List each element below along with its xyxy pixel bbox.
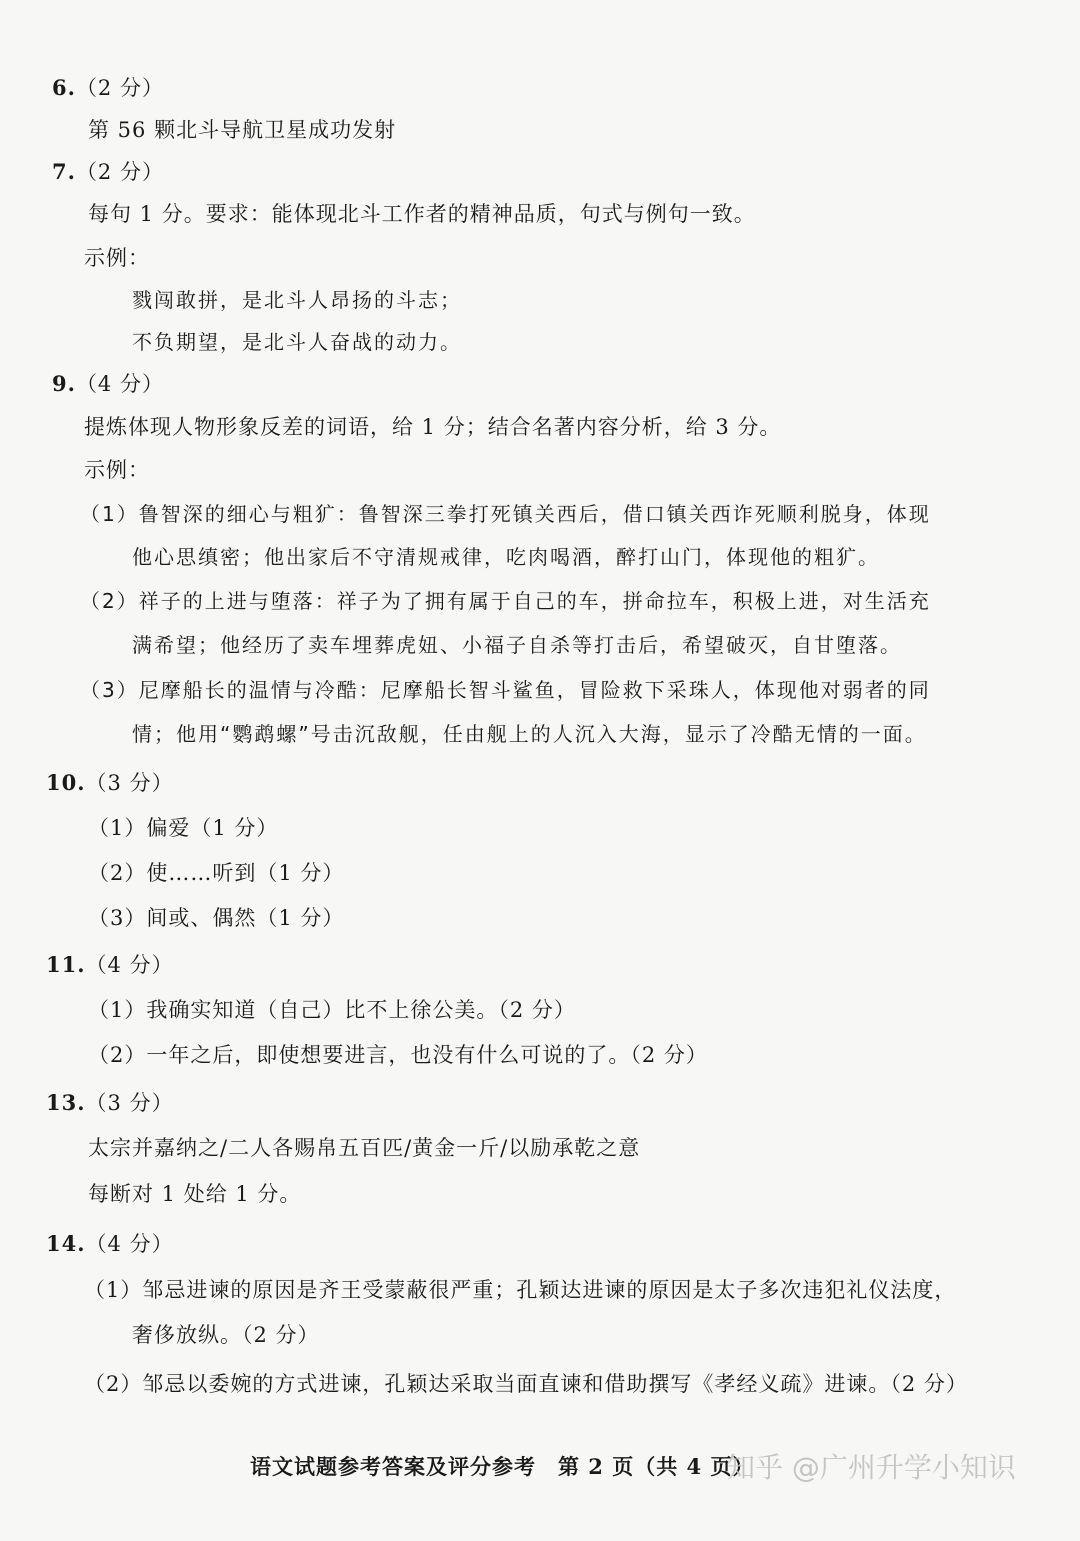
question-10-header	[46, 770, 174, 796]
question-number: 11.	[46, 952, 86, 977]
example-line: 戮闯敢拼，是北斗人昂扬的斗志；	[132, 288, 462, 312]
example-line: 不负期望，是北斗人奋战的动力。	[132, 330, 462, 354]
question-number: 13.	[46, 1090, 86, 1115]
example-line: （2）祥子的上进与堕落：祥子为了拥有属于自己的车，拼命拉车，积极上进，对生活充	[80, 589, 931, 613]
question-score: （4 分）	[85, 953, 174, 977]
question-9-header	[52, 371, 164, 397]
answer-line: （2）邹忌以委婉的方式进谏，孔颖达采取当面直谏和借助撰写《孝经义疏》进谏。（2 分）	[84, 1372, 968, 1396]
question-13-header	[46, 1090, 174, 1116]
page-footer: 语文试题参考答案及评分参考 第 2 页（共 4 页）	[250, 1454, 755, 1479]
answer-line: （1）我确实知道（自己）比不上徐公美。（2 分）	[88, 998, 576, 1022]
question-6-header	[52, 75, 164, 101]
answer-line: （1）邹忌进谏的原因是齐王受蒙蔽很严重；孔颖达进谏的原因是太子多次违犯礼仪法度，	[84, 1278, 957, 1302]
question-number: 6.	[52, 75, 76, 100]
question-number: 10.	[46, 770, 86, 795]
answer-line: 每断对 1 处给 1 分。	[88, 1182, 302, 1206]
question-number: 14.	[46, 1231, 86, 1256]
question-score: （4 分）	[75, 372, 164, 396]
answer-line: 太宗并嘉纳之/二人各赐帛五百匹/黄金一斤/以励承乾之意	[88, 1136, 641, 1160]
question-number: 9.	[52, 371, 76, 396]
example-label: 示例：	[84, 246, 150, 270]
answer-line: 奢侈放纵。（2 分）	[132, 1323, 320, 1347]
answer-line: 提炼体现人物形象反差的词语，给 1 分；结合名著内容分析，给 3 分。	[84, 415, 782, 439]
example-label: 示例：	[84, 458, 150, 482]
question-score: （2 分）	[75, 160, 164, 184]
example-line: （1）鲁智深的细心与粗犷：鲁智深三拳打死镇关西后，借口镇关西诈死顺利脱身，体现	[80, 502, 931, 526]
question-number: 7.	[52, 159, 76, 184]
example-line: （3）尼摩船长的温情与冷酷：尼摩船长智斗鲨鱼，冒险救下采珠人，体现他对弱者的同	[80, 678, 931, 702]
answer-line: 第 56 颗北斗导航卫星成功发射	[88, 118, 397, 142]
question-score: （3 分）	[85, 1091, 174, 1115]
question-score: （4 分）	[85, 1232, 174, 1256]
answer-line: （2）一年之后，即使想要进言，也没有什么可说的了。（2 分）	[88, 1043, 708, 1067]
question-14-header	[46, 1231, 174, 1257]
question-score: （2 分）	[75, 76, 164, 100]
watermark: 知乎 @广州升学小知识	[727, 1451, 1016, 1484]
answer-line: （3）间或、偶然（1 分）	[88, 906, 345, 930]
answer-line: （2）使……听到（1 分）	[88, 861, 345, 885]
example-line: 他心思缜密；他出家后不守清规戒律，吃肉喝酒，醉打山门，体现他的粗犷。	[132, 545, 880, 569]
example-line: 满希望；他经历了卖车埋葬虎妞、小福子自杀等打击后，希望破灭，自甘堕落。	[132, 633, 902, 657]
question-score: （3 分）	[85, 771, 174, 795]
answer-line: （1）偏爱（1 分）	[88, 816, 279, 840]
answer-line: 每句 1 分。要求：能体现北斗工作者的精神品质，句式与例句一致。	[88, 202, 756, 226]
example-line: 情；他用“鹦鹉螺”号击沉敌舰，任由舰上的人沉入大海，显示了冷酷无情的一面。	[132, 722, 927, 746]
question-7-header	[52, 159, 164, 185]
question-11-header	[46, 952, 174, 978]
